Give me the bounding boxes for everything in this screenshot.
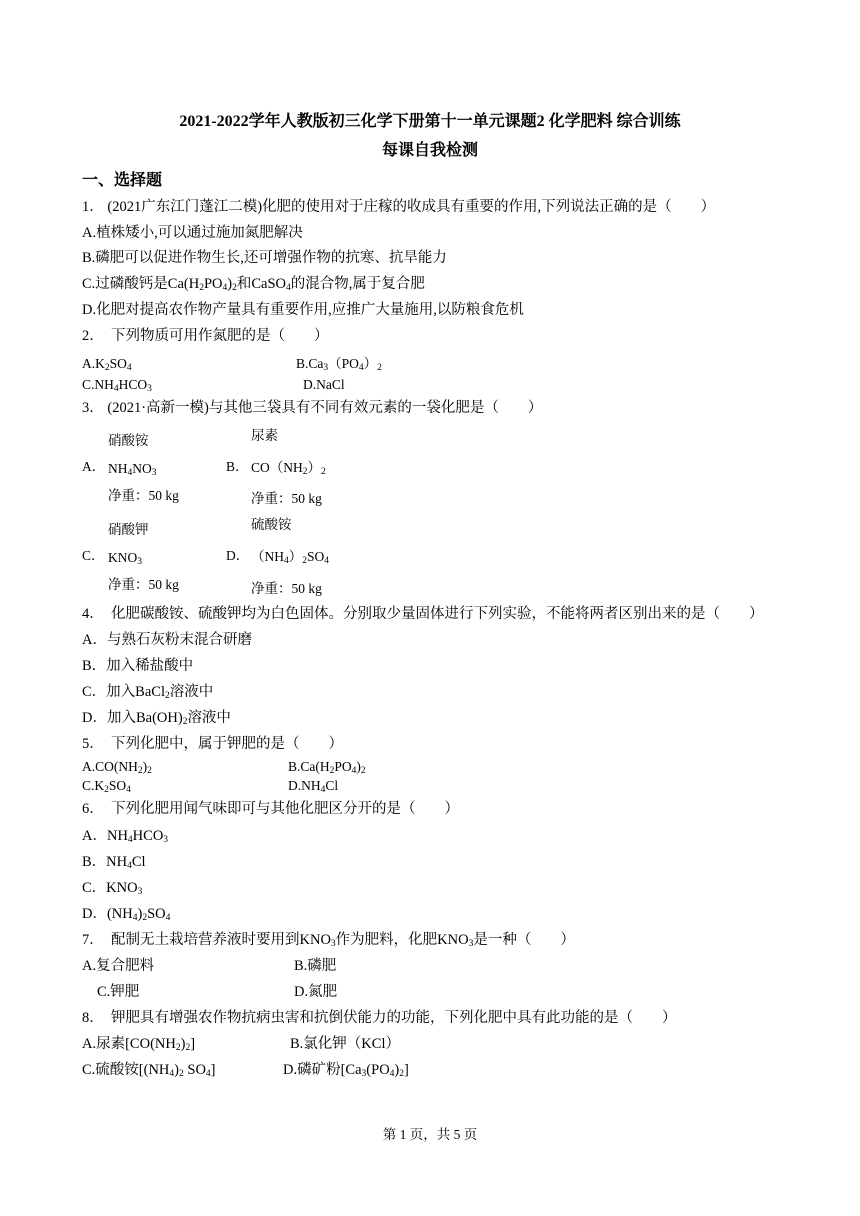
q8-stem: 8． 钾肥具有增强农作物抗病虫害和抗倒伏能力的功能，下列化肥中具有此功能的是（ ） [82,1010,677,1026]
q1-option-a: A.植株矮小,可以通过施加氮肥解决 [82,225,303,241]
q7-stem: 7． 配制无土栽培营养液时要用到$KNO_3$作为肥料，化肥$KNO_3$是一种（ ） [82,932,575,949]
q5-option-c: $C.K_2SO_4$ [82,778,131,795]
q2-option-b: $B.Ca_3(PO_4)_2$ [296,356,382,373]
q3-option-b-letter: B． [226,459,249,474]
q5-option-a: $A.CO(NH_2)_2$ [82,759,152,776]
q4-option-d: D．加入$Ba(OH)_2$溶液中 [82,710,231,727]
q3-option-b-formula: $CO(NH_2)_2$ [251,460,326,477]
q3-option-a-letter: A． [82,459,106,474]
q4-option-a: A．与熟石灰粉末混合研磨 [82,632,252,648]
q5-option-d: $D.NH_4Cl$ [288,778,339,795]
q3-option-b-name: 尿素 [251,428,278,443]
q3-option-c-letter: C． [82,548,105,563]
q1-option-c: C.过磷酸钙是$Ca(H_2PO_4)_2$和CaSO$_4$的混合物,属于复合肥 [82,276,425,293]
q5-option-b: $B.Ca(H_2PO_4)_2$ [288,759,366,776]
q3-option-d-weight: 净重：50 kg [251,581,322,596]
q3-option-a-weight: 净重：50 kg [108,488,179,503]
q7-option-b: B.磷肥 [294,958,337,974]
q3-option-c-weight: 净重：50 kg [108,577,179,592]
q8-option-a: A.尿素$[CO(NH_2)_2]$ [82,1036,196,1053]
q3-option-d-letter: D． [226,548,250,563]
q3-option-c-formula: $KNO_3$ [108,550,142,567]
q1-option-b: B.磷肥可以促进作物生长,还可增强作物的抗寒、抗旱能力 [82,250,447,266]
q6-option-c: C．$KNO_3$ [82,880,143,897]
q3-option-c-name: 硝酸钾 [108,522,149,537]
q8-option-c: C.硫酸铵[$(NH_4)_2$ $SO_4$] [82,1062,216,1079]
q4-stem: 4． 化肥碳酸铵、硫酸钾均为白色固体。分别取少量固体进行下列实验，不能将两者区别出来的是（ ） [82,606,764,622]
section-heading: 一、选择题 [82,170,163,189]
doc-subtitle: 每课自我检测 [381,142,478,159]
q6-option-a: A．$NH_4HCO_3$ [82,828,169,845]
q7-option-d: D.氮肥 [294,984,338,1000]
q1-option-d: D.化肥对提高农作物产量具有重要作用,应推广大量施用,以防粮食危机 [82,302,524,318]
q3-option-d-name: 硫酸铵 [251,517,292,532]
q5-stem: 5． 下列化肥中，属于钾肥的是（ ） [82,736,343,752]
q2-stem: 2． 下列物质可用作氮肥的是（ ） [82,328,329,344]
q3-option-d-formula: $(NH_4)_2SO_4$ [251,549,330,566]
q4-option-c: C．加入BaCl$_2$溶液中 [82,684,214,701]
q3-option-a-formula: $NH_4NO_3$ [108,461,157,478]
q6-option-b: B．$NH_4Cl$ [82,854,146,871]
q7-option-a: A.复合肥料 [82,958,155,974]
page-footer: 第 1 页，共 5 页 [382,1127,478,1142]
q3-option-b-weight: 净重：50 kg [251,491,322,506]
q4-option-b: B．加入稀盐酸中 [82,658,194,674]
q8-option-b: B.氯化钾（KCl） [290,1036,400,1052]
q6-stem: 6． 下列化肥用闻气味即可与其他化肥区分开的是（ ） [82,801,459,817]
doc-title: 2021-2022学年人教版初三化学下册第十一单元课题2 化学肥料 综合训练 [179,113,681,130]
q6-option-d: D．$(NH_4)_2SO_4$ [82,906,171,923]
q3-stem: 3． (2021·高新一模)与其他三袋具有不同有效元素的一袋化肥是（ ） [82,400,543,416]
q8-option-d: D.磷矿粉$[Ca_3(PO_4)_2]$ [283,1062,409,1079]
q7-option-c: C.钾肥 [97,984,140,1000]
q1-stem: 1． (2021广东江门蓬江二模)化肥的使用对于庄稼的收成具有重要的作用,下列说法正确的是（ ） [82,199,716,215]
q3-option-a-name: 硝酸铵 [108,433,149,448]
q2-option-a: $A.K_2SO_4$ [82,356,132,373]
q2-option-c: $C.NH_4HCO_3$ [82,377,152,394]
q2-option-d: D.NaCl [303,377,345,392]
